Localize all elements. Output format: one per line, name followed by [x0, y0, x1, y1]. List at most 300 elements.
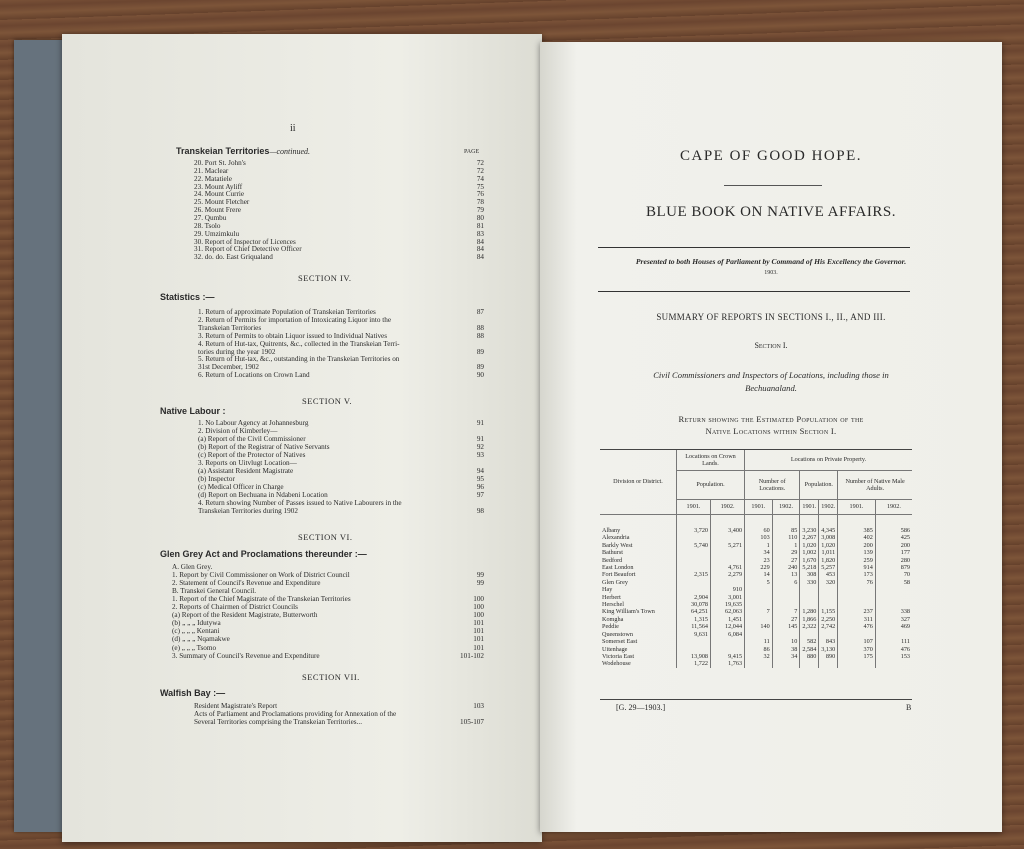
district-name: Komgha — [602, 615, 624, 623]
table-cell — [745, 601, 773, 608]
district-name: King William's Town — [602, 608, 655, 616]
toc-entry-title: 4. Return showing Number of Passes issued to Native Labourers in the — [198, 499, 402, 507]
district-name: East London — [602, 564, 634, 572]
table-cell: 3,720 — [677, 527, 711, 534]
toc-entry — [198, 427, 484, 435]
table-cell: 139 — [838, 549, 876, 556]
toc-entry-title: 2. Statement of Council's Revenue and Expenditure — [172, 579, 321, 588]
table-cell — [838, 594, 876, 601]
table-cell: 32 — [745, 653, 773, 660]
toc-entry-page: 105-107 — [460, 718, 484, 726]
table-cell — [819, 631, 838, 638]
toc-entry — [194, 206, 484, 214]
district-name: Bedford — [602, 556, 623, 564]
district-name: Peddie — [602, 623, 619, 631]
toc-entry-page: 75 — [476, 182, 484, 191]
table-cell: 5,271 — [711, 542, 745, 549]
table-row — [600, 616, 912, 623]
toc-entry-page: 89 — [476, 347, 484, 356]
table-cell — [677, 557, 711, 564]
table-cell — [677, 564, 711, 571]
toc-entry-title: (c) Report of the Protector of Natives — [198, 451, 306, 459]
table-cell: 3,008 — [819, 534, 838, 541]
table-cell — [875, 631, 912, 638]
table-cell: 153 — [875, 653, 912, 660]
toc-entry — [172, 644, 484, 652]
toc-entry — [194, 183, 484, 191]
table-cell: 1,820 — [819, 557, 838, 564]
toc-entry — [198, 491, 484, 499]
table-cell: 5 — [745, 579, 773, 586]
toc-entry-page: 88 — [476, 331, 484, 340]
table-cell: 34 — [772, 653, 800, 660]
toc-entry — [172, 627, 484, 635]
table-row — [600, 646, 912, 653]
table-cell: 5,740 — [677, 542, 711, 549]
table-cell — [772, 660, 800, 667]
table-cell: 173 — [838, 571, 876, 578]
toc-entry-title: tories during the year 1902 — [198, 347, 276, 356]
year-header: 1901. — [677, 500, 711, 515]
table-cell: 29 — [772, 549, 800, 556]
table-cell: 6,084 — [711, 631, 745, 638]
table-cell — [772, 631, 800, 638]
toc-entry — [198, 435, 484, 443]
table-cell: 86 — [745, 646, 773, 653]
year-header: 1902. — [772, 500, 800, 515]
toc-entry — [172, 619, 484, 627]
toc-entry-title: 3. Summary of Council's Revenue and Expenditure — [172, 651, 320, 660]
toc-entry-page: 74 — [476, 174, 484, 183]
table-row — [600, 579, 912, 586]
section-iv-heading: SECTION IV. — [298, 273, 352, 283]
table-cell: 308 — [800, 571, 819, 578]
toc-entry-page: 84 — [476, 237, 484, 246]
table-cell — [800, 631, 819, 638]
table-cell: 880 — [800, 653, 819, 660]
section-vi-heading: SECTION VI. — [298, 532, 353, 542]
table-cell: 1,020 — [819, 542, 838, 549]
section-v-heading: SECTION V. — [302, 396, 353, 406]
table-cell: 12,044 — [711, 623, 745, 630]
toc-entry-title: 1. Report by Civil Commissioner on Work of District Council — [172, 571, 350, 580]
toc-entry-title: 1. Report of the Chief Magistrate of the Transkeian Territories — [172, 595, 351, 604]
year-header: 1901. — [745, 500, 773, 515]
table-cell: 7 — [772, 608, 800, 615]
table-cell: 2,742 — [819, 623, 838, 630]
table-cell: 582 — [800, 638, 819, 645]
toc-entry — [198, 467, 484, 475]
table-cell: 111 — [875, 638, 912, 645]
toc-entry-title: (d) „ „ „ Nqamakwe — [172, 635, 230, 644]
toc-entry-title: Transkeian Territories — [198, 323, 262, 332]
toc-entry-title: 28. Tsolo — [194, 221, 221, 230]
table-cell — [677, 646, 711, 653]
native-labour-heading: Native Labour : — [160, 406, 226, 416]
table-row — [600, 571, 912, 578]
table-cell: 890 — [819, 653, 838, 660]
table-cell: 229 — [745, 564, 773, 571]
toc-entry — [198, 316, 484, 324]
toc-entry-page: 99 — [476, 579, 484, 588]
toc-entry-title: 31st December, 1902 — [198, 363, 259, 372]
toc-entry — [172, 603, 484, 611]
population-table — [600, 450, 912, 668]
table-cell: 9,415 — [711, 653, 745, 660]
toc-entry — [172, 652, 484, 660]
toc-entry-title: 32. do. do. East Griqualand — [194, 253, 273, 262]
table-cell — [711, 646, 745, 653]
toc-entry — [194, 253, 484, 261]
table-bottom-rule — [600, 699, 912, 700]
table-cell — [772, 594, 800, 601]
header-population-private: Population. — [800, 471, 838, 500]
toc-entry-page: 100 — [473, 611, 484, 620]
table-cell: 476 — [875, 646, 912, 653]
toc-entry-page: 99 — [476, 571, 484, 580]
table-cell: 1,315 — [677, 616, 711, 623]
table-cell: 914 — [838, 564, 876, 571]
header-male-adults: Number of Native Male Adults. — [838, 471, 912, 500]
toc-entry — [198, 459, 484, 467]
toc-entry — [194, 710, 484, 718]
toc-entry — [198, 363, 484, 371]
table-cell: 320 — [819, 579, 838, 586]
table-cell: 85 — [772, 527, 800, 534]
table-cell: 385 — [838, 527, 876, 534]
table-cell: 107 — [838, 638, 876, 645]
return-heading-2: Native Locations within Section I. — [705, 426, 837, 436]
table-cell: 27 — [772, 616, 800, 623]
toc-entry-title: 2. Reports of Chairmen of District Councils — [172, 603, 298, 612]
toc-entry — [198, 308, 484, 316]
toc-entry-title: 20. Port St. John's — [194, 159, 246, 167]
table-cell: 10 — [772, 638, 800, 645]
toc-entry-title: 3. Reports on Uitvlugt Location— — [198, 459, 297, 467]
toc-entry-title: (c) „ „ „ Kentani — [172, 627, 220, 636]
toc-entry-title: 29. Umzimkulu — [194, 229, 240, 238]
table-cell: 175 — [838, 653, 876, 660]
bottom-double-rule — [598, 291, 910, 292]
toc-entry — [194, 222, 484, 230]
table-cell: 30,078 — [677, 601, 711, 608]
table-cell: 1 — [772, 542, 800, 549]
table-cell — [677, 534, 711, 541]
table-row — [600, 564, 912, 571]
toc-entry — [198, 348, 484, 356]
toc-entry — [194, 175, 484, 183]
table-cell — [838, 586, 876, 593]
toc-entry — [194, 198, 484, 206]
table-cell — [838, 660, 876, 667]
district-name: Herschel — [602, 601, 624, 609]
table-body — [600, 515, 912, 668]
table-cell — [677, 579, 711, 586]
table-cell: 3,230 — [800, 527, 819, 534]
table-cell: 3,001 — [711, 594, 745, 601]
right-page — [540, 42, 1002, 832]
district-name: Hay — [602, 586, 613, 594]
toc-entry-title: (a) Assistant Resident Magistrate — [198, 467, 294, 475]
table-cell: 311 — [838, 616, 876, 623]
table-row — [600, 534, 912, 541]
table-cell: 5,218 — [800, 564, 819, 571]
table-row — [600, 549, 912, 556]
table-cell: 370 — [838, 646, 876, 653]
year-header: 1902. — [711, 500, 745, 515]
table-cell: 177 — [875, 549, 912, 556]
table-cell: 2,315 — [677, 571, 711, 578]
toc-entry-title: B. Transkei General Council. — [172, 587, 257, 596]
toc-entry — [198, 507, 484, 515]
table-row — [600, 527, 912, 534]
italic-line-1: Civil Commissioners and Inspectors of Locations, including those in — [653, 370, 889, 380]
toc-entry — [198, 332, 484, 340]
table-cell: 879 — [875, 564, 912, 571]
toc-entry-title: A. Glen Grey. — [172, 563, 213, 571]
toc-entry-page: 95 — [476, 475, 484, 483]
table-cell: 9,631 — [677, 631, 711, 638]
toc-entry-page: 78 — [476, 198, 484, 207]
toc-entry-page: 98 — [476, 507, 484, 515]
table-cell — [745, 594, 773, 601]
district-name: Herbert — [602, 593, 621, 601]
table-cell: 1,451 — [711, 616, 745, 623]
toc-entry-title: (a) Report of the Civil Commissioner — [198, 435, 306, 443]
table-cell: 2,584 — [800, 646, 819, 653]
toc-entry-title: (b) Inspector — [198, 475, 235, 483]
toc-entry — [172, 579, 484, 587]
toc-entry-page: 87 — [476, 308, 484, 316]
toc-entry-title: 26. Mount Frere — [194, 206, 241, 215]
toc-entry-page: 80 — [476, 213, 484, 222]
page-number: ii — [290, 123, 296, 134]
toc-entry — [198, 499, 484, 507]
toc-entry-page: 84 — [476, 253, 484, 262]
year-header: 1901. — [800, 500, 819, 515]
table-cell — [819, 594, 838, 601]
toc-entry-title: 22. Matatiele — [194, 174, 232, 183]
toc-entry-title: (e) „ „ „ Tsomo — [172, 643, 217, 652]
table-row — [600, 608, 912, 615]
toc-entry-title: (b) Report of the Registrar of Native Servants — [198, 443, 330, 451]
toc-entry-page: 92 — [476, 443, 484, 451]
toc-entry-page: 83 — [476, 229, 484, 238]
table-cell: 62,063 — [711, 608, 745, 615]
toc-entry-page: 90 — [476, 371, 484, 380]
table-row — [600, 542, 912, 549]
toc-entry-title: (a) Report of the Resident Magistrate, Butterworth — [172, 611, 318, 620]
toc-entry — [194, 238, 484, 246]
header-private-property: Locations on Private Property. — [745, 450, 912, 471]
toc-entry-title: 2. Division of Kimberley— — [198, 427, 278, 435]
toc-entry-title: 24. Mount Currie — [194, 190, 245, 199]
table-cell: 1,866 — [800, 616, 819, 623]
toc-entry — [194, 245, 484, 253]
year-header: 1901. — [838, 500, 876, 515]
table-cell: 1,722 — [677, 660, 711, 667]
table-cell: 76 — [838, 579, 876, 586]
section-vii-heading: SECTION VII. — [302, 672, 360, 682]
district-name: Albany — [602, 527, 621, 534]
toc-entry — [198, 324, 484, 332]
italic-line-2: Bechuanaland. — [745, 383, 797, 393]
table-cell: 60 — [745, 527, 773, 534]
table-cell: 58 — [875, 579, 912, 586]
toc-entry — [198, 371, 484, 379]
table-cell — [745, 660, 773, 667]
table-cell: 6 — [772, 579, 800, 586]
table-cell: 13 — [772, 571, 800, 578]
table-cell — [819, 586, 838, 593]
table-cell: 259 — [838, 557, 876, 564]
table-cell: 425 — [875, 534, 912, 541]
toc-entry-page: 97 — [476, 491, 484, 499]
toc-entry-page: 94 — [476, 467, 484, 475]
table-cell: 1,763 — [711, 660, 745, 667]
district-name: Bathurst — [602, 549, 623, 557]
table-cell: 4,345 — [819, 527, 838, 534]
toc-entry — [194, 190, 484, 198]
table-cell — [875, 601, 912, 608]
page-column-label: PAGE — [464, 149, 480, 155]
table-cell: 1,280 — [800, 608, 819, 615]
table-cell — [800, 586, 819, 593]
toc-entry-title: 27. Qumbu — [194, 213, 227, 222]
toc-entry-title: 1. No Labour Agency at Johannesburg — [198, 419, 309, 427]
table-cell: 103 — [745, 534, 773, 541]
toc-entry — [194, 167, 484, 175]
table-cell: 1 — [745, 542, 773, 549]
table-cell: 5,257 — [819, 564, 838, 571]
toc-entry-title: Acts of Parliament and Proclamations providing for Annexation of the — [194, 710, 397, 718]
table-cell: 1,002 — [800, 549, 819, 556]
toc-entry-title: 25. Mount Fletcher — [194, 198, 250, 207]
toc-entry — [194, 718, 484, 726]
table-cell — [800, 601, 819, 608]
table-cell: 280 — [875, 557, 912, 564]
table-cell: 3,130 — [819, 646, 838, 653]
table-cell — [745, 616, 773, 623]
table-cell — [838, 601, 876, 608]
toc-entry-title: 2. Return of Permits for importation of Intoxicating Liquor into the — [198, 315, 392, 324]
table-cell — [819, 601, 838, 608]
table-cell — [800, 660, 819, 667]
toc-entry-title: (c) Medical Officer in Charge — [198, 483, 284, 491]
toc-entry-page: 100 — [473, 595, 484, 604]
toc-entry-title: Transkeian Territories during 1902 — [198, 507, 298, 515]
table-cell: 2,267 — [800, 534, 819, 541]
table-cell: 23 — [745, 557, 773, 564]
toc-entry — [198, 443, 484, 451]
table-cell — [677, 586, 711, 593]
toc-entry — [198, 475, 484, 483]
toc-entry-page: 101 — [473, 643, 484, 652]
toc-entry-title: 5. Return of Hut-tax, &c., outstanding in the Transkeian Territories on — [198, 355, 400, 364]
presented-year: 1903. — [764, 270, 778, 276]
table-cell: 327 — [875, 616, 912, 623]
toc-entry-page: 88 — [476, 323, 484, 332]
glen-grey-heading: Glen Grey Act and Proclamations thereunder :— — [160, 549, 367, 559]
toc-entry-title: 30. Report of Inspector of Licences — [194, 237, 296, 246]
table-row — [600, 594, 912, 601]
table-cell: 145 — [772, 623, 800, 630]
table-cell — [772, 601, 800, 608]
summary-heading: SUMMARY OF REPORTS IN SECTIONS I., II., AND III. — [656, 312, 886, 322]
table-cell: 27 — [772, 557, 800, 564]
table-row — [600, 623, 912, 630]
toc-entry-title: 3. Return of Permits to obtain Liquor issued to Individual Natives — [198, 331, 388, 340]
toc-entry-title: (d) Report on Bechuana in Ndabeni Location — [198, 491, 328, 499]
table-row — [600, 631, 912, 638]
year-header: 1902. — [819, 500, 838, 515]
table-cell: 2,279 — [711, 571, 745, 578]
table-cell: 2,250 — [819, 616, 838, 623]
toc-entry-page: 72 — [476, 159, 484, 167]
table-row — [600, 586, 912, 593]
header-division: Division or District. — [600, 450, 677, 515]
document-title: CAPE OF GOOD HOPE. — [679, 148, 863, 164]
table-cell: 38 — [772, 646, 800, 653]
table-cell — [745, 586, 773, 593]
table-cell — [800, 594, 819, 601]
toc-entry-page: 91 — [476, 419, 484, 427]
toc-entry — [194, 230, 484, 238]
table-cell: 453 — [819, 571, 838, 578]
table-cell — [875, 660, 912, 667]
toc-entry — [198, 355, 484, 363]
table-cell — [677, 638, 711, 645]
table-cell: 140 — [745, 623, 773, 630]
table-cell: 237 — [838, 608, 876, 615]
toc-entry — [172, 595, 484, 603]
toc-entry-title: 23. Mount Ayliff — [194, 182, 243, 191]
table-cell: 2,322 — [800, 623, 819, 630]
table-cell: 11,564 — [677, 623, 711, 630]
top-double-rule — [598, 247, 910, 248]
toc-entry-page: 76 — [476, 190, 484, 199]
year-header: 1902. — [875, 500, 912, 515]
table-cell — [838, 631, 876, 638]
table-cell: 7 — [745, 608, 773, 615]
toc-entry — [198, 483, 484, 491]
table-cell: 14 — [745, 571, 773, 578]
district-name: Fort Beaufort — [602, 571, 636, 579]
table-cell: 34 — [745, 549, 773, 556]
toc-entry-page: 89 — [476, 363, 484, 372]
document-subtitle: BLUE BOOK ON NATIVE AFFAIRS. — [646, 204, 896, 220]
table-cell: 330 — [800, 579, 819, 586]
toc-entry-title: Several Territories comprising the Transkeian Territories... — [194, 718, 362, 726]
toc-entry-page: 101 — [473, 627, 484, 636]
toc-entry-page: 96 — [476, 483, 484, 491]
table-cell: 910 — [711, 586, 745, 593]
table-cell: 13,908 — [677, 653, 711, 660]
table-cell: 843 — [819, 638, 838, 645]
table-row — [600, 660, 912, 667]
table-cell: 1,011 — [819, 549, 838, 556]
footer-reference: [G. 29—1903.] — [616, 703, 666, 712]
toc-entry-title: 21. Maclear — [194, 166, 229, 175]
toc-entry-page: 103 — [473, 702, 484, 710]
table-cell — [711, 549, 745, 556]
return-heading-1: Return showing the Estimated Population of the — [678, 414, 864, 424]
toc-entry-page: 101 — [473, 635, 484, 644]
toc-entry-page: 100 — [473, 603, 484, 612]
table-cell: 200 — [875, 542, 912, 549]
district-name: Wodehouse — [602, 660, 631, 668]
toc-entry-title: 1. Return of approximate Population of Transkeian Territories — [198, 308, 376, 316]
